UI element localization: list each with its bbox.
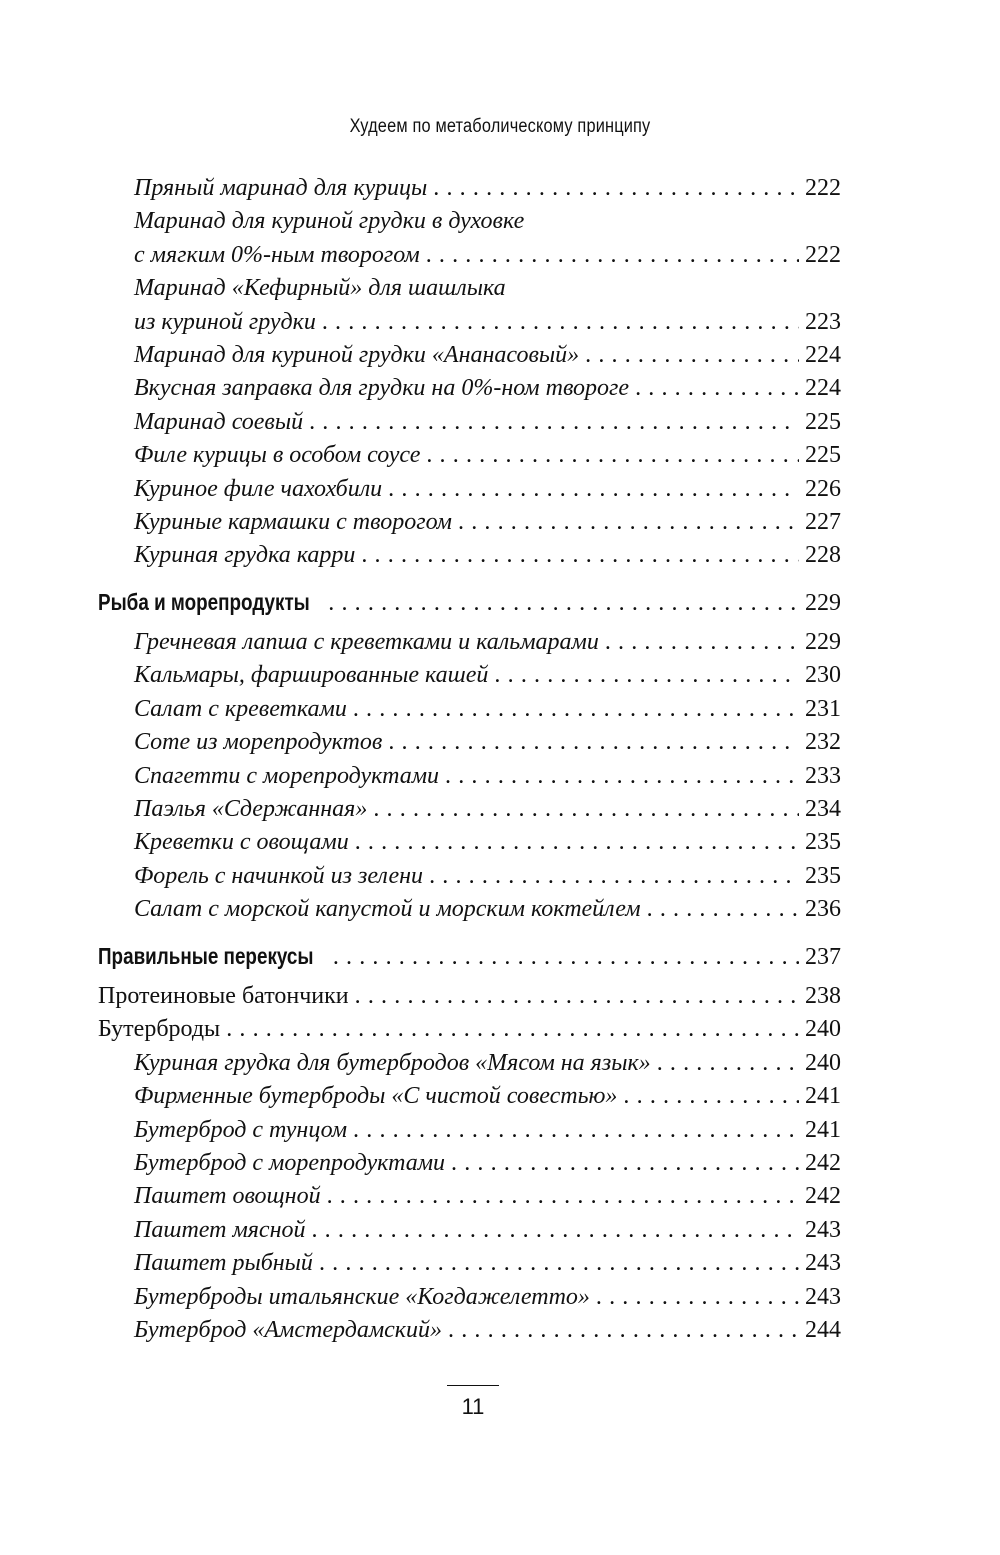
- leader-dots: [585, 339, 799, 372]
- toc-entry[interactable]: [98, 980, 841, 1013]
- toc-section-page: 229: [805, 589, 841, 616]
- toc-entry[interactable]: [98, 1114, 841, 1147]
- toc-entry[interactable]: [98, 239, 841, 272]
- toc-entry[interactable]: [98, 506, 841, 539]
- toc-entry-title: Бутерброд с тунцом: [134, 1116, 348, 1143]
- toc-entry-title: Куриные кармашки с творогом: [134, 508, 452, 535]
- toc-entry-title: Вкусная заправка для грудки на 0%-ном твороге: [134, 375, 630, 402]
- toc-entry[interactable]: [98, 659, 841, 692]
- leader-dots: [657, 1047, 799, 1080]
- toc-entry-title: Маринад «Кефирный» для шашлыка: [134, 275, 506, 302]
- toc-entry-page: 242: [805, 1149, 841, 1176]
- toc-entry[interactable]: [98, 626, 841, 659]
- toc-entry-page: 243: [805, 1250, 841, 1277]
- toc-entry-title: Бутерброды итальянские «Когдажелетто»: [134, 1283, 590, 1310]
- toc-entry[interactable]: [98, 439, 841, 472]
- toc-entry[interactable]: [98, 760, 841, 793]
- toc-entry-page: 231: [805, 695, 841, 722]
- toc-entry-title: Филе курицы в особом соусе: [134, 442, 421, 469]
- toc-entry-page: 243: [805, 1216, 841, 1243]
- leader-dots: [373, 793, 799, 826]
- toc-entry-page: 227: [805, 508, 841, 535]
- table-of-contents: [98, 172, 841, 1347]
- toc-entry-title: Спагетти с морепродуктами: [134, 762, 440, 789]
- leader-dots: [635, 372, 799, 405]
- toc-entry-title: Куриная грудка для бутербродов «Мясом на язык»: [134, 1049, 651, 1076]
- folio-rule: [447, 1385, 499, 1386]
- toc-entry-title: Маринад для куриной грудки «Ананасовый»: [134, 341, 580, 368]
- leader-dots: [353, 693, 799, 726]
- toc-entry[interactable]: [98, 1214, 841, 1247]
- toc-entry[interactable]: [98, 1147, 841, 1180]
- toc-entry[interactable]: [98, 1047, 841, 1080]
- leader-dots: [605, 626, 799, 659]
- leader-dots: [433, 172, 799, 205]
- leader-dots: [327, 1180, 799, 1213]
- toc-entry-title: Протеиновые батончики: [98, 982, 349, 1009]
- leader-dots: [361, 539, 799, 572]
- leader-dots: [333, 941, 799, 974]
- leader-dots: [429, 860, 799, 893]
- toc-entry-title: Кальмары, фаршированные кашей: [134, 662, 489, 689]
- toc-entry-page: 228: [805, 542, 841, 569]
- toc-entry-page: 240: [805, 1016, 841, 1043]
- leader-dots: [647, 893, 799, 926]
- running-head: Худеем по метаболическому принципу: [349, 116, 651, 137]
- leader-dots: [355, 826, 799, 859]
- toc-entry[interactable]: [98, 1080, 841, 1113]
- leader-dots: [426, 439, 799, 472]
- toc-entry-title: Маринад для куриной грудки в духовке: [134, 208, 525, 235]
- toc-entry-page: 224: [805, 375, 841, 402]
- toc-entry-title: Куриное филе чахохбили: [134, 475, 383, 502]
- leader-dots: [388, 473, 799, 506]
- leader-dots: [355, 980, 799, 1013]
- toc-entry-page: 242: [805, 1183, 841, 1210]
- toc-entry-title: Паэлья «Сдержанная»: [134, 796, 368, 823]
- toc-entry-page: 223: [805, 308, 841, 335]
- leader-dots: [388, 726, 799, 759]
- leader-dots: [426, 239, 799, 272]
- toc-entry-page: 238: [805, 982, 841, 1009]
- toc-entry-page: 235: [805, 829, 841, 856]
- toc-entry-page: 232: [805, 729, 841, 756]
- toc-entry-title: Фирменные бутерброды «С чистой совестью»: [134, 1083, 618, 1110]
- toc-entry-title: Паштет рыбный: [134, 1250, 313, 1277]
- toc-entry-title: Салат с креветками: [134, 695, 347, 722]
- toc-entry[interactable]: [98, 726, 841, 759]
- toc-entry-title: Паштет овощной: [134, 1183, 321, 1210]
- toc-entry[interactable]: [98, 1281, 841, 1314]
- leader-dots: [596, 1281, 799, 1314]
- toc-entry[interactable]: [98, 372, 841, 405]
- toc-entry-title-line[interactable]: [98, 205, 841, 238]
- toc-entry[interactable]: [98, 406, 841, 439]
- leader-dots: [623, 1080, 799, 1113]
- toc-entry[interactable]: [98, 306, 841, 339]
- toc-entry[interactable]: [98, 826, 841, 859]
- toc-entry-page: 224: [805, 341, 841, 368]
- toc-entry[interactable]: [98, 693, 841, 726]
- toc-entry-page: 230: [805, 662, 841, 689]
- toc-entry-title: Пряный маринад для курицы: [134, 175, 428, 201]
- toc-section-title: Правильные перекусы: [98, 942, 314, 969]
- toc-entry-page: 244: [805, 1316, 841, 1343]
- toc-entry-page: 243: [805, 1283, 841, 1310]
- leader-dots: [226, 1013, 799, 1046]
- leader-dots: [451, 1147, 799, 1180]
- toc-entry-title: Бутерброд с морепродуктами: [134, 1149, 446, 1176]
- toc-entry-title-line[interactable]: [98, 272, 841, 305]
- toc-entry-page: 236: [805, 896, 841, 923]
- page-number: 11: [461, 1394, 485, 1419]
- toc-entry-title: Маринад соевый: [134, 408, 304, 435]
- toc-entry-page: 229: [805, 629, 841, 656]
- toc-section[interactable]: [98, 940, 841, 973]
- toc-entry-title: Паштет мясной: [134, 1216, 306, 1243]
- leader-dots: [309, 406, 799, 439]
- toc-entry-page: 240: [805, 1049, 841, 1076]
- toc-entry-title: Соте из морепродуктов: [134, 729, 383, 756]
- leader-dots: [328, 587, 799, 620]
- toc-entry[interactable]: [98, 473, 841, 506]
- toc-entry-page: 233: [805, 762, 841, 789]
- toc-entry-title: Форель с начинкой из зелени: [134, 862, 424, 889]
- toc-entry[interactable]: [98, 793, 841, 826]
- toc-entry-page: 222: [805, 241, 841, 268]
- leader-dots: [322, 306, 799, 339]
- toc-entry-page: 226: [805, 475, 841, 502]
- toc-entry[interactable]: [98, 172, 841, 205]
- toc-section-title: Рыба и морепродукты: [98, 588, 310, 615]
- toc-entry-page: 222: [805, 175, 841, 201]
- toc-entry-title-cont: с мягким 0%-ным творогом: [134, 241, 420, 268]
- toc-entry-title: Бутерброды: [98, 1016, 221, 1043]
- toc-entry-title: Куриная грудка карри: [134, 542, 356, 569]
- leader-dots: [319, 1247, 799, 1280]
- toc-entry[interactable]: [98, 339, 841, 372]
- toc-entry-title: Салат с морской капустой и морским коктейлем: [134, 896, 641, 923]
- toc-entry[interactable]: [98, 860, 841, 893]
- toc-entry-page: 225: [805, 408, 841, 435]
- leader-dots: [448, 1314, 799, 1347]
- toc-entry-page: 241: [805, 1116, 841, 1143]
- toc-entry[interactable]: [98, 1180, 841, 1213]
- toc-entry-page: 235: [805, 862, 841, 889]
- toc-section-page: 237: [805, 943, 841, 970]
- leader-dots: [311, 1214, 799, 1247]
- leader-dots: [353, 1114, 799, 1147]
- toc-entry[interactable]: [98, 539, 841, 572]
- toc-entry[interactable]: [98, 893, 841, 926]
- toc-entry[interactable]: [98, 1013, 841, 1046]
- leader-dots: [494, 659, 799, 692]
- toc-section[interactable]: [98, 586, 841, 619]
- leader-dots: [458, 506, 799, 539]
- toc-entry-title: Креветки с овощами: [134, 829, 349, 856]
- toc-entry-title-cont: из куриной грудки: [134, 308, 316, 335]
- leader-dots: [445, 760, 799, 793]
- toc-entry[interactable]: [98, 1247, 841, 1280]
- toc-entry-page: 241: [805, 1083, 841, 1110]
- toc-entry-page: 234: [805, 796, 841, 823]
- toc-entry-page: 225: [805, 442, 841, 469]
- toc-entry-title: Гречневая лапша с креветками и кальмарами: [134, 629, 599, 656]
- toc-entry[interactable]: [98, 1314, 841, 1347]
- toc-entry-title: Бутерброд «Амстердамский»: [134, 1316, 443, 1343]
